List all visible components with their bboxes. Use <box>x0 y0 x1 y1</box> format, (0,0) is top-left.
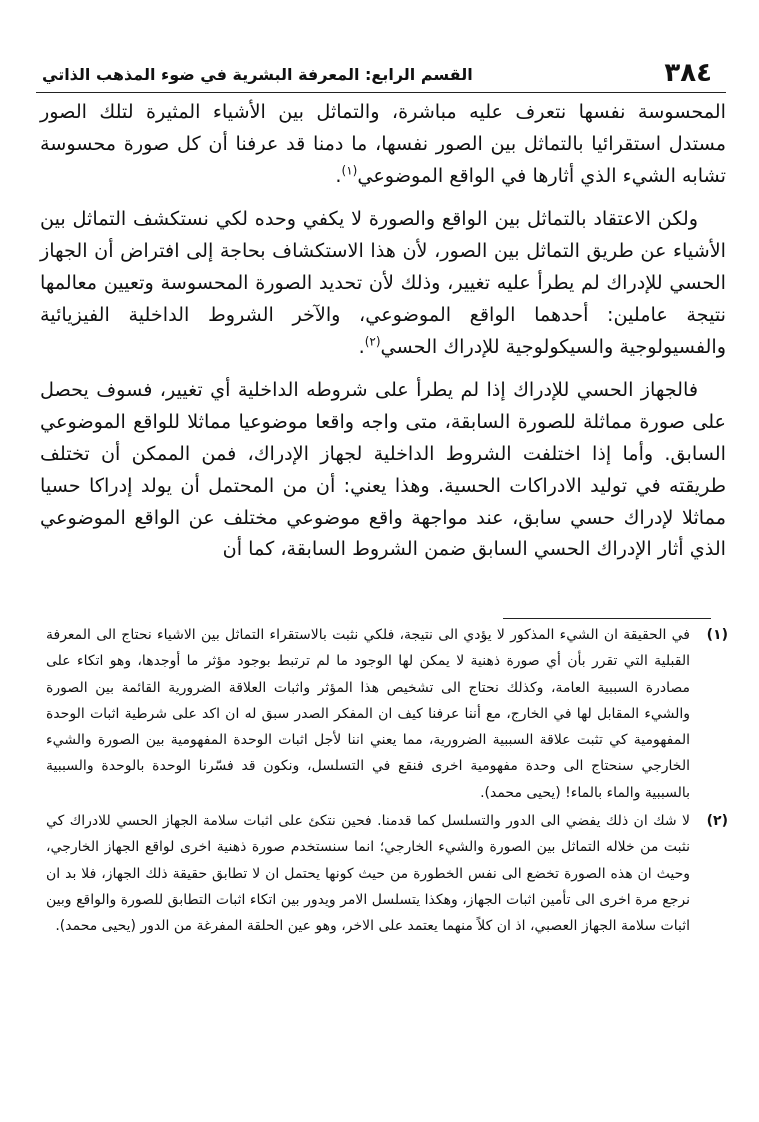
footnote-text: في الحقيقة ان الشيء المذكور لا يؤدي الى نتيجة، فلكي نثبت بالاستقراء التماثل بين الاشياء نحتاج الى المعرفة القبلية التي تقرر بأن أي صورة ذهنية لا يمكن لها الوجود ما لم ترتبط بوجود مؤثر ما أوجدها، وهو اتكاء على مصادرة السببية العامة، وكذلك نحتاج الى تشخيص هذا المؤثر واثبات العلاقة الضرورية القائمة بين الصورة والشيء المقابل لها في الخارج، مع أننا عرفنا كيف ان المفكر الصدر سبق له ان اكد على شرطية اثبات الوحدة المفهومية كي تثبت علاقة السببية الضرورية، مما يعني اننا لأجل اثبات الوحدة المفهومية بين الصورة والشيء الخارجي سنحتاج الى وحدة مفهومية اخرى فنقع في التسلسل، ونكون قد فسّرنا الوحدة بالوحدة والسببية بالسببية والماء بالماء! (يحيى محمد). <box>46 627 690 801</box>
footnote-divider <box>503 618 711 619</box>
paragraph-text: فالجهاز الحسي للإدراك إذا لم يطرأ على شروطه الداخلية أي تغيير، فسوف يحصل على صورة مماثلة للصورة السابقة، متى واجه واقعا موضوعيا مماثلا للواقع الموضوعي السابق. وأما إذا اختلفت الشروط الداخلية لجهاز الإدراك، فمن الممكن أن تختلف طريقته في توليد الادراكات الحسية. وهذا يعني: أن من المحتمل أن يولد إدراكا حسيا مماثلا لإدراك حسي سابق، عند مواجهة واقع موضوعي مختلف عن الواقع الموضوعي الذي أثار الإدراك الحسي السابق ضمن الشروط السابقة، كما أن <box>40 378 726 561</box>
footnote-ref-1[interactable]: (١) <box>341 163 358 178</box>
paragraph-2 <box>40 203 726 362</box>
footnote-text: لا شك ان ذلك يفضي الى الدور والتسلسل كما قدمنا. فحين نتكئ على اثبات سلامة الجهاز الحسي للادراك كي نثبت من خلاله التماثل بين الصورة والشيء الخارجي؛ انما سنستخدم صورة ذهنية اخرى لواقع الجهاز الخارجي، وحيث ان هذه الصورة تخضع الى نفس الخطورة من حيث كونها يحتمل ان لا تطابق حقيقة ذلك الجهاز، فلا بد ان نرجع مرة اخرى الى تأمين اثبات الجهاز، وهكذا يتسلسل الامر ويدور بين اتكاء اثبات التطابق للصورة والواقع وبين اثبات سلامة الجهاز العصبي، اذ ان كلاً منهما يعتمد على الاخر، وهو عين الحلقة المفرغة من الدور (يحيى محمد). <box>46 813 690 935</box>
footnote-number: (١) <box>706 627 728 643</box>
paragraph-text: المحسوسة نفسها نتعرف عليه مباشرة، والتماثل بين الأشياء المثيرة لتلك الصور مستدل استقرائيا بالتماثل بين الصور نفسها، ما دمنا قد عرفنا أن كل صورة محسوسة تشابه الشيء الذي أثارها في الواقع الموضوعي <box>40 100 726 187</box>
running-title: القسم الرابع: المعرفة البشرية في ضوء المذهب الذاتي <box>42 65 473 84</box>
paragraph-end: . <box>335 163 342 187</box>
page-header <box>36 58 726 93</box>
paragraph-end: . <box>358 334 365 358</box>
paragraph-3 <box>40 374 726 565</box>
page-number: ٣٨٤ <box>664 58 712 88</box>
footnote-number: (٢) <box>706 813 728 830</box>
footnote-ref-2[interactable]: (٢) <box>364 334 381 349</box>
footnotes <box>46 622 728 940</box>
paragraph-text: ولكن الاعتقاد بالتماثل بين الواقع والصورة لا يكفي وحده لكي نستكشف التماثل بين الأشياء عن طريق التماثل بين الصور، لأن هذا الاستكشاف بحاجة إلى افتراض أن الجهاز الحسي للإدراك لم يطرأ عليه تغيير، وذلك لأن تحديد الصورة المحسوسة وتعيين معالمها نتيجة عاملين: أحدهما الواقع الموضوعي، والآخر الشروط الداخلية الفيزيائية والفسيولوجية والسيكولوجية للإدراك الحسي <box>40 207 726 358</box>
footnote-2 <box>46 808 728 939</box>
footnote-1 <box>46 622 728 806</box>
paragraph-1 <box>40 96 726 191</box>
main-text <box>40 96 726 565</box>
